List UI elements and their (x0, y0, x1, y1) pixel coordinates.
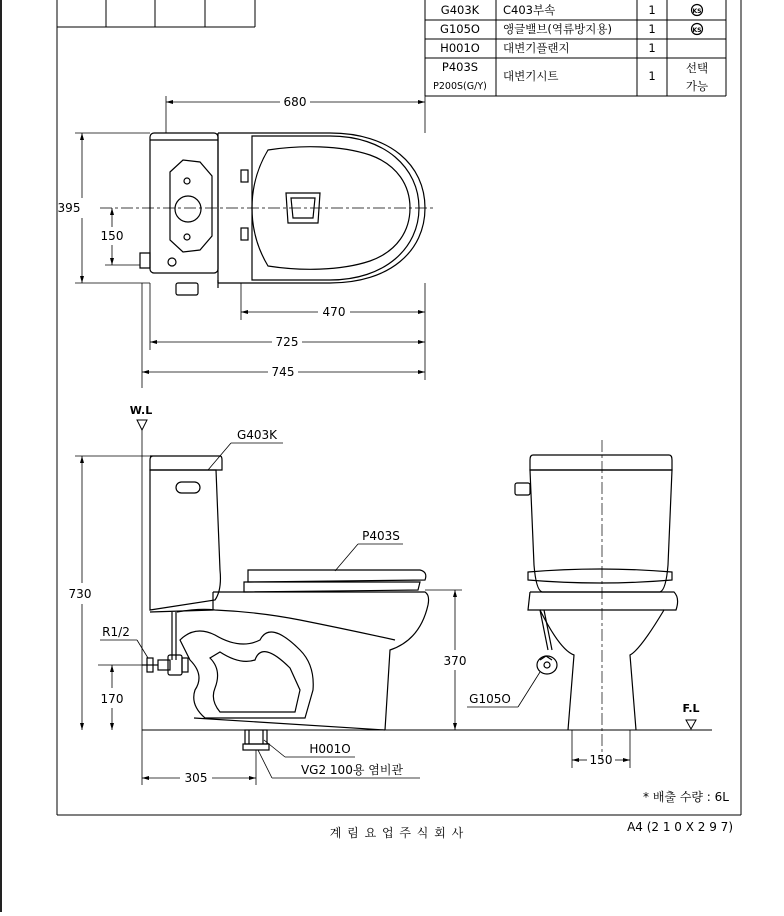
top-view (58, 95, 435, 388)
part-option-2: 가능 (685, 79, 709, 93)
dim-725: 725 (275, 335, 299, 349)
dim-730: 730 (68, 587, 92, 601)
dim-745: 745 (271, 365, 295, 379)
part-code-alt: P200S(G/Y) (433, 81, 487, 92)
table-row (440, 22, 702, 36)
part-name: 대변기플랜지 (503, 41, 570, 55)
part-name: C403부속 (503, 3, 556, 17)
sheet-frame (57, 0, 741, 815)
part-qty: 1 (648, 22, 656, 36)
side-dimensions (75, 456, 462, 785)
parts-table (425, 0, 726, 96)
dim-150-top: 150 (100, 229, 124, 243)
side-leaders (100, 443, 420, 778)
top-view-outline (140, 133, 425, 295)
part-qty: 1 (648, 41, 656, 55)
dim-470: 470 (322, 305, 346, 319)
dim-170: 170 (100, 692, 124, 706)
water-level-label: W.L (129, 404, 153, 417)
dim-305: 305 (184, 771, 208, 785)
company-name: 계 림 요 업 주 식 회 사 (329, 826, 465, 840)
table-row (441, 3, 703, 17)
seat-part-label: P403S (362, 529, 400, 543)
left-border (0, 0, 2, 912)
tank-part-label: G403K (236, 428, 278, 442)
ks-mark-text: KS (692, 27, 702, 34)
front-view (467, 440, 700, 768)
inlet-thread-label: R1/2 (102, 625, 130, 639)
part-qty: 1 (648, 69, 656, 83)
water-level-marker-icon (137, 420, 147, 430)
side-view (69, 404, 712, 785)
title-block-remnant (57, 0, 255, 27)
part-name: 앵글밸브(역류방지용) (503, 22, 612, 36)
pipe-note: VG2 100용 염비관 (300, 763, 404, 777)
table-row (440, 41, 655, 55)
dim-395: 395 (57, 201, 81, 215)
part-code: P403S (441, 60, 479, 74)
part-code: G105O (440, 22, 480, 36)
part-name: 대변기시트 (503, 69, 559, 83)
dim-150-front: 150 (589, 753, 613, 767)
ks-mark-text: KS (692, 8, 702, 15)
side-dimension-arrows (80, 456, 457, 780)
flush-volume-note: * 배출 수량 : 6L (643, 790, 729, 804)
part-option: 선택 (685, 61, 709, 75)
floor-level-label: F.L (682, 702, 700, 715)
dim-680: 680 (283, 95, 307, 109)
dim-370: 370 (443, 654, 467, 668)
part-code: H001O (440, 41, 480, 55)
floor-level-marker-icon (686, 720, 696, 729)
ks-mark-icon (692, 5, 703, 16)
paper-size: A4 (2 1 0 X 2 9 7) (627, 820, 733, 834)
front-view-outline (515, 455, 678, 730)
part-qty: 1 (648, 3, 656, 17)
side-view-outline (142, 456, 429, 750)
ks-mark-icon (692, 24, 703, 35)
part-code: G403K (440, 3, 480, 17)
valve-part-label: G105O (469, 692, 511, 706)
flange-part-label: H001O (309, 742, 351, 756)
